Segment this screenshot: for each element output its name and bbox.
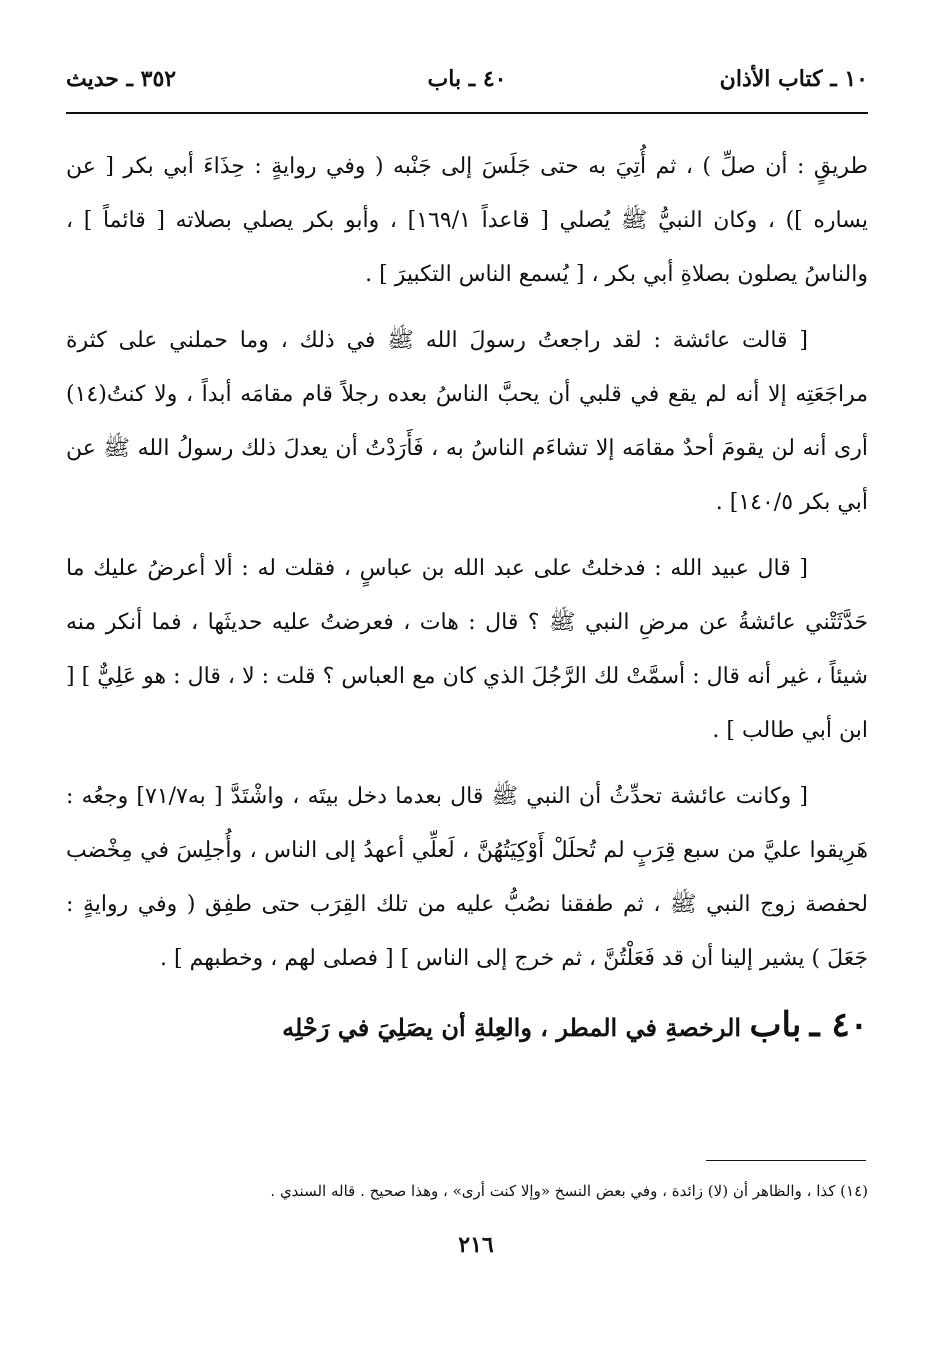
header-hadith-number: ٣٥٢ ـ حديث — [66, 66, 177, 92]
footnote-rule — [706, 1160, 866, 1161]
section-title-text: الرخصةِ في المطر ، والعِلةِ أن يصَلِيَ في رَحْلِه — [282, 1013, 742, 1042]
header-section: ٤٠ ـ باب — [427, 66, 507, 92]
paragraph-1: طريقٍ : أن صلِّ ) ، ثم أُتِيَ به حتى جَلَسَ إلى جَنْبه ( وفي روايةٍ : حِذَاءَ أبي بكر [ عن يساره ]) ، وكان النبيُّ ﷺ يُصلي [ قاعداً ١٦٩/١] ، وأبو بكر يصلي بصلاته [ قائماً ] ، والناسُ يصلون بصلاةِ أبي بكر ، [ يُسمع الناس التكبيرَ ] . — [66, 154, 869, 287]
paragraph-2: [ قالت عائشة : لقد راجعتُ رسولَ الله ﷺ في ذلك ، وما حملني على كثرة مراجَعَتِه إلا أنه لم يقع في قلبي أن يحبَّ الناسُ بعده رجلاً قام مقامَه أبداً ، ولا كنتُ(١٤) أرى أنه لن يقومَ أحدٌ مقامَه إلا تشاءَم الناسُ به ، فَأَرَدْتُ أن يعدلَ ذلك رسولُ الله ﷺ عن أبي بكر ١٤٠/٥] . — [66, 328, 868, 515]
paragraph-3: [ قال عبيد الله : فدخلتُ على عبد الله بن عباسٍ ، فقلت له : ألا أعرضُ عليك ما حَدَّثَتْني عائشةُ عن مرضِ النبي ﷺ ؟ قال : هات ، فعرضتُ عليه حديثَها ، فما أنكر منه شيئاً ، غير أنه قال : أسمَّتْ لك الرَّجُلَ الذي كان مع العباس ؟ قلت : لا ، قال : هو عَلِيٌّ ] [ ابن أبي طالب ] . — [66, 556, 868, 743]
running-header — [66, 62, 868, 106]
section-heading — [66, 998, 868, 1055]
section-keyword: باب — [749, 1005, 802, 1045]
header-chapter: ١٠ ـ كتاب الأذان — [719, 66, 868, 92]
paragraph-4: [ وكانت عائشة تحدِّثُ أن النبي ﷺ قال بعدما دخل بيتَه ، واشْتَدَّ [ به٧١/٧] وجعُه : هَرِيقوا عليَّ من سبع قِرَبٍ لم تُحلَلْ أَوْكِيَتُهُنَّ ، لَعلِّي أعهدُ إلى الناس ، وأُجلِسَ في مِخْضب لحفصة زوج النبي ﷺ ، ثم طفقنا نصُبُّ عليه من تلك القِرَب حتى طفِق ( وفي روايةٍ : جَعَلَ ) يشير إلينا أن قد فَعَلْتُنَّ ، ثم خرج إلى الناس ] [ فصلى لهم ، وخطبهم ] . — [66, 784, 868, 971]
section-number: ٤٠ ـ — [809, 1005, 868, 1045]
footnote: (١٤) كذا ، والظاهر أن (لا) زائدة ، وفي بعض النسخ «وإلا كنت أرى» ، وهذا صحيح . قاله السندي . — [270, 1182, 868, 1200]
page-number: ٢١٦ — [458, 1232, 494, 1258]
header-rule — [66, 112, 868, 114]
main-text — [66, 140, 868, 1055]
